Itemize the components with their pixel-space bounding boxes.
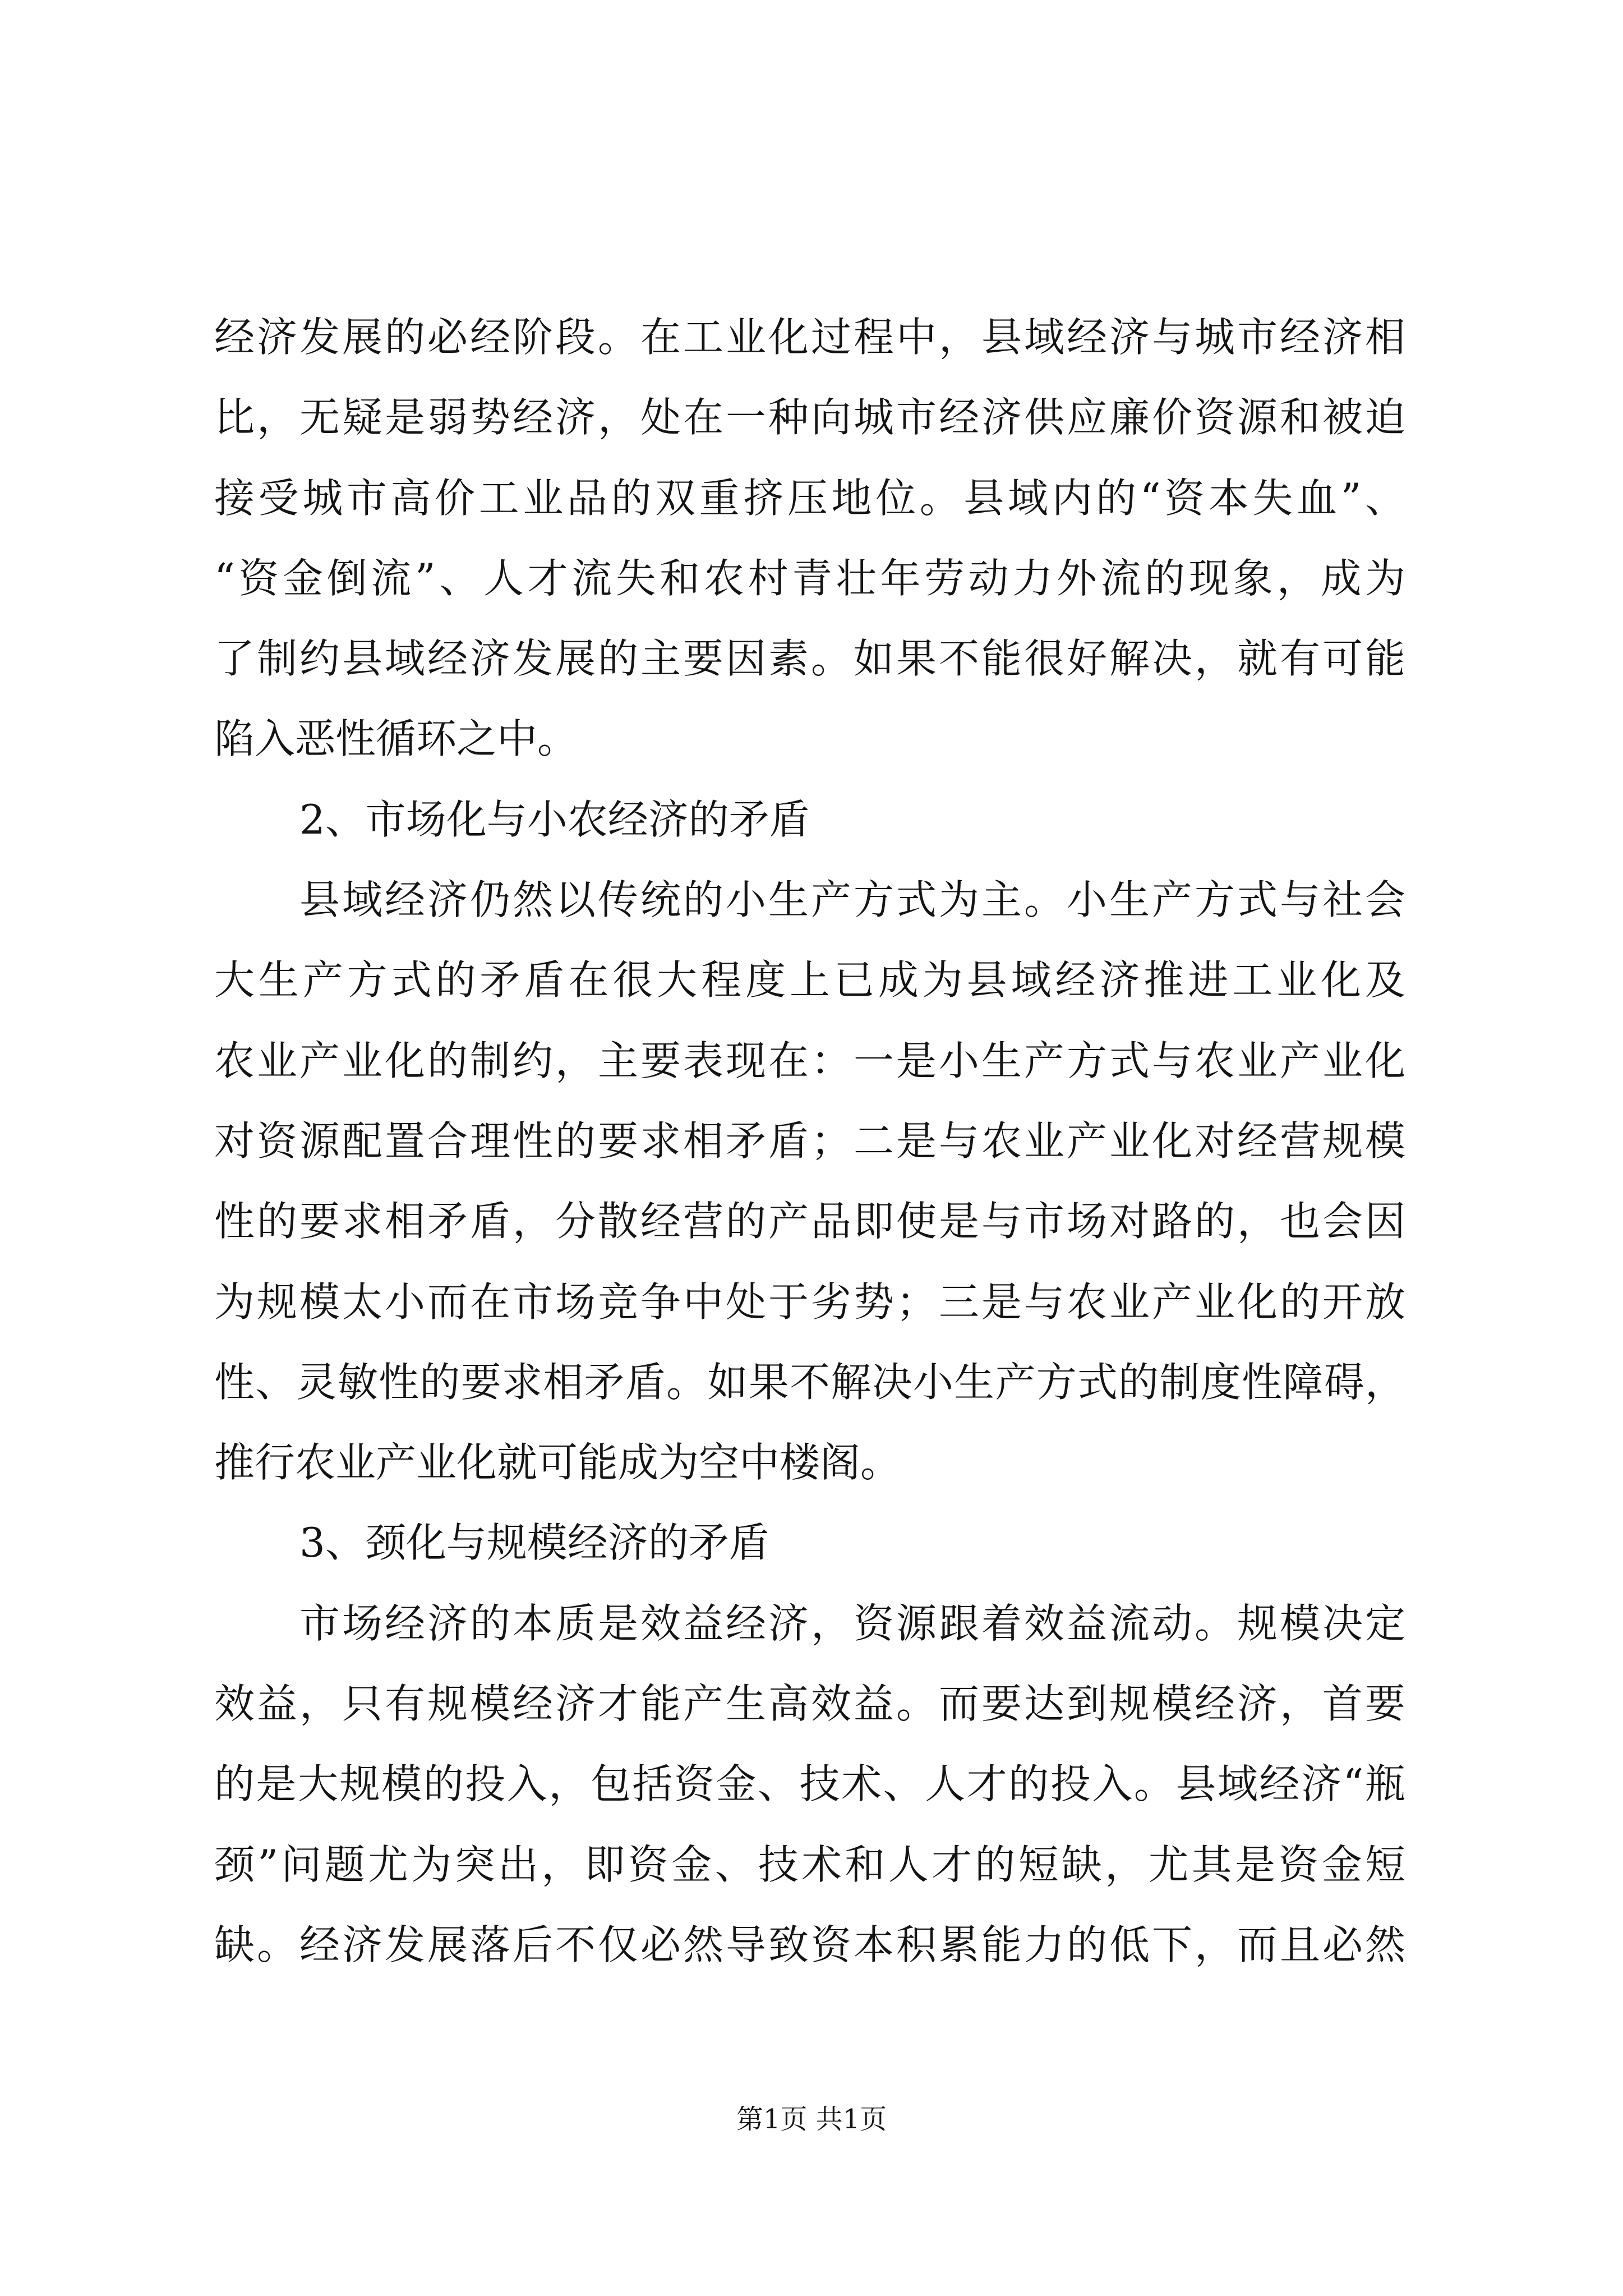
body-line: 效益，只有规模经济才能产生高效益。而要达到规模经济，首要 [214,1680,1405,1728]
body-line: 对资源配置合理性的要求相矛盾；二是与农业产业化对经营规模 [214,1117,1405,1165]
body-line: 了制约县域经济发展的主要因素。如果不能很好解决，就有可能 [214,635,1405,683]
paragraph [214,1584,1405,1985]
paragraph [214,297,1405,780]
section-heading-text: 2、市场化与小农经济的矛盾 [299,795,810,843]
body-line: 经济发展的必经阶段。在工业化过程中，县域经济与城市经济相 [214,314,1405,361]
body-line: 大生产方式的矛盾在很大程度上已成为县域经济推进工业化及 [214,956,1405,1004]
section-heading-text: 3、颈化与规模经济的矛盾 [299,1519,769,1567]
body-line: 市场经济的本质是效益经济，资源跟着效益流动。规模决定 [299,1599,1405,1647]
paragraph [214,860,1405,1503]
body-line: 比，无疑是弱势经济，处在一种向城市经济供应廉价资源和被迫 [214,394,1405,441]
page-footer: 第1页 共1页 [736,2104,887,2135]
body-line: 颈”问题尤为突出，即资金、技术和人才的短缺，尤其是资金短 [214,1841,1405,1888]
body-line: 的是大规模的投入，包括资金、技术、人才的投入。县域经济“瓶 [214,1760,1405,1808]
body-line: 性、灵敏性的要求相矛盾。如果不解决小生产方式的制度性障碍， [214,1358,1405,1406]
body-line: 缺。经济发展落后不仅必然导致资本积累能力的低下，而且必然 [214,1921,1405,1968]
body-line: 为规模太小而在市场竞争中处于劣势；三是与农业产业化的开放 [214,1278,1405,1326]
body-line: 县域经济仍然以传统的小生产方式为主。小生产方式与社会 [299,876,1405,924]
body-text [214,297,1405,1985]
body-line: 推行农业产业化就可能成为空中楼阁。 [214,1439,901,1487]
body-line: “资金倒流”、人才流失和农村青壮年劳动力外流的现象，成为 [214,554,1405,602]
body-line: 陷入恶性循环之中。 [214,715,578,763]
body-line: 农业产业化的制约，主要表现在：一是小生产方式与农业产业化 [214,1037,1405,1084]
section-heading [214,780,1405,860]
body-line: 接受城市高价工业品的双重挤压地位。县域内的“资本失血”、 [214,474,1405,522]
section-heading [214,1503,1405,1583]
body-line: 性的要求相矛盾，分散经营的产品即使是与市场对路的，也会因 [214,1198,1405,1245]
